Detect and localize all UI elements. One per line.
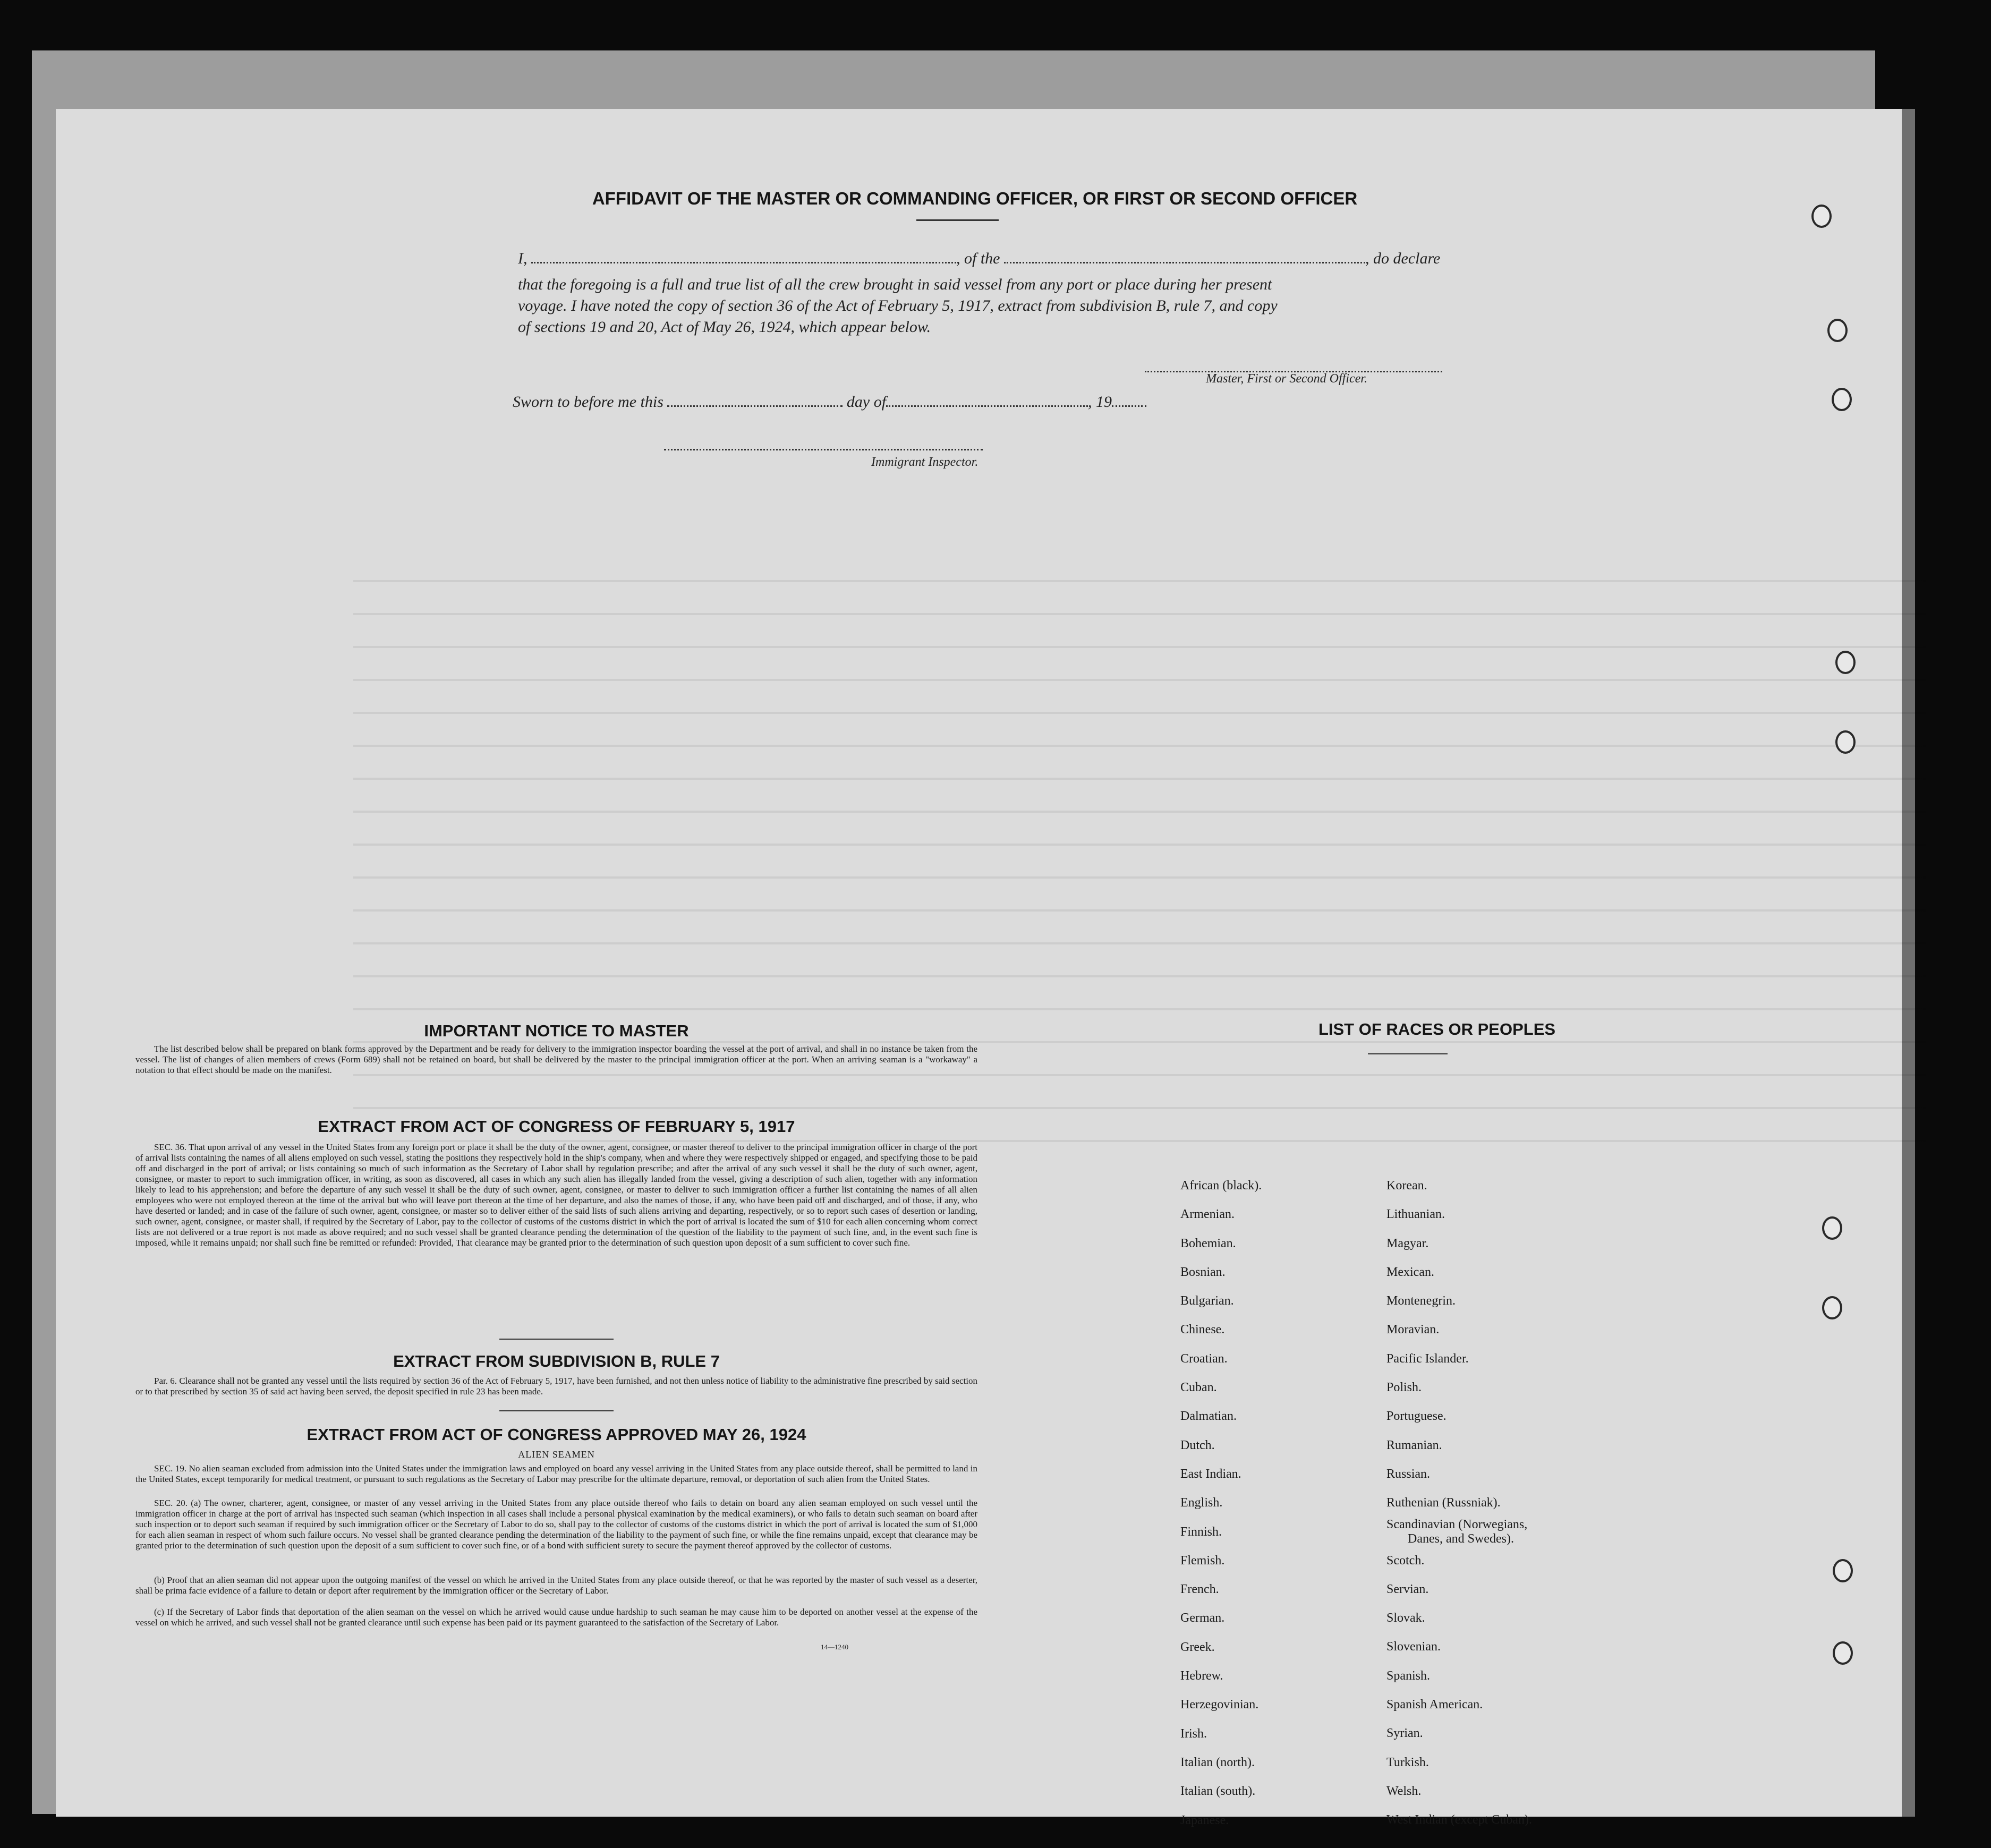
affidavit-line-3: voyage. I have noted the copy of section 36 of the Act of February 5, 1917, extract from subdivision B, rule 7, and copy <box>518 297 1278 314</box>
notice-text: The list described below shall be prepared on blank forms approved by the Department and be ready for delivery to the immigration inspector boarding the vessel at the port of arrival, and shall in no instance be taken from the vessel. The list of changes of alien members of crews (Form 689) shall not be retained on board, but shall be delivered by the master to the principal immigration officer at the port. When an arriving seaman is a "workaway" a notation to that effect should be made on the manifest. <box>135 1044 977 1075</box>
race-item: Mexican. <box>1386 1265 1434 1279</box>
race-item: Spanish. <box>1386 1668 1431 1683</box>
master-signature-field[interactable] <box>1145 356 1442 372</box>
race-item: Danes, and Swedes). <box>1408 1531 1514 1546</box>
affidavit-line-1 <box>518 247 1538 269</box>
race-item: Ruthenian (Russniak). <box>1386 1496 1501 1510</box>
race-item: Servian. <box>1386 1582 1429 1596</box>
race-item: Montenegrin. <box>1386 1294 1456 1308</box>
sworn-day-field[interactable] <box>667 390 843 407</box>
sworn-year-field[interactable] <box>1112 390 1146 407</box>
race-item: Herzegovinian. <box>1180 1698 1259 1712</box>
sec-20c-text: (c) If the Secretary of Labor finds that deportation of the alien seaman on the vessel on which he arrived would cause undue hardship to such seaman he may cause him to be deported on another vessel at the expense of the vessel on which he arrived, and such vessel shall not be granted clearance until such expense has been paid or its payment guaranteed to the satisfaction of the Secretary of Labor. <box>135 1607 977 1628</box>
race-item: Bosnian. <box>1180 1265 1226 1279</box>
race-item: Korean. <box>1386 1179 1427 1193</box>
race-item: East Indian. <box>1180 1467 1241 1481</box>
sec-19-text: SEC. 19. No alien seaman excluded from admission into the United States under the immigration laws and employed on board any vessel arriving in the United States from any place outside thereof, shall be permitted to land in the United States, except temporarily for medical treatment, or pursuant to such regulations as the Secretary of Labor may prescribe for the ultimate departure, removal, or deportation of such alien from the United States. <box>135 1463 977 1484</box>
sworn-month-field[interactable] <box>886 390 1088 407</box>
i-label: I, <box>518 250 527 267</box>
extract-1917-heading: EXTRACT FROM ACT OF CONGRESS OF FEBRUARY 5, 1917 <box>318 1117 795 1136</box>
race-item: West Indian (except Cuban). <box>1386 1813 1532 1827</box>
extract-1917-text: SEC. 36. That upon arrival of any vessel in the United States from any foreign port or place it shall be the duty of the owner, agent, consignee, or master thereof to deliver to the principal immigration officer in charge of the port of arrival lists containing the names of all aliens employed on such vessel, stating the positions they respectively hold in the ship's company, when and where they were respectively shipped or engaged, and specifying those to be paid off and discharged in the port of arrival; or lists containing so much of such information as the Secretary of Labor shall by regulation prescribe; and after the arrival of any such vessel it shall be the duty of such owner, agent, consignee, or master to report to such immigration officer, in writing, as soon as discovered, all cases in which any such alien has illegally landed from the vessel, giving a description of such alien, together with any information likely to lead to his apprehension; and before the departure of any such vessel it shall be the duty of such owner, agent, consignee, or master to deliver to such immigration officer a further list containing the names of all alien employees who were not employed thereon at the time of the arrival but who will leave port thereon at the time of her departure, and also the names of those, if any, who have been paid off and discharged, and of those, if any, who have deserted or landed; and in case of the failure of such owner, agent, consignee, or master so to deliver either of the said lists of such aliens arriving and departing, respectively, or so to report such cases of desertion or landing, such owner, agent, consignee, or master shall, if required by the Secretary of Labor, pay to the collector of customs of the customs district in which the port of arrival is located the sum of $10 for each alien concerning whom correct lists are not delivered or a true report is not made as above required; and no such vessel shall be granted clearance pending the determination of the question of the liability to the payment of such fine, and, in the event such fine is imposed, while it remains unpaid; nor shall such fine be remitted or refunded: Provided, That clearance may be granted prior to the determination of such question upon deposit of a sum sufficient to cover such fine. <box>135 1142 977 1248</box>
race-item: Cuban. <box>1180 1381 1217 1395</box>
race-item: Russian. <box>1386 1467 1431 1481</box>
races-left-column <box>1180 1171 1262 1835</box>
races-right-column <box>1386 1171 1532 1835</box>
race-item: English. <box>1180 1496 1223 1510</box>
race-item: Bulgarian. <box>1180 1294 1234 1308</box>
race-item: Greek. <box>1180 1640 1215 1654</box>
race-item: Flemish. <box>1180 1553 1225 1568</box>
rule-7-heading: EXTRACT FROM SUBDIVISION B, RULE 7 <box>393 1352 720 1370</box>
race-item: Turkish. <box>1386 1755 1429 1769</box>
master-signature-label: Master, First or Second Officer. <box>1206 372 1367 386</box>
sec-20b-text: (b) Proof that an alien seaman did not appear upon the outgoing manifest of the vessel on which he arrived in the United States from any place outside thereof, or that he was reported by the master of such vessel as a deserter, shall be prima facie evidence of a failure to detain or deport after requirement by the immigration officer or the Secretary of Labor. <box>135 1575 977 1596</box>
race-item: Lithuanian. <box>1386 1207 1445 1222</box>
binder-hole <box>1835 651 1856 674</box>
race-item: Moravian. <box>1386 1323 1440 1337</box>
race-item: Magyar. <box>1386 1236 1429 1250</box>
divider <box>1368 1053 1448 1054</box>
day-of-label: day of <box>846 393 887 411</box>
binder-hole <box>1832 388 1852 411</box>
race-item: Italian (south). <box>1180 1784 1256 1799</box>
race-item: Hebrew. <box>1180 1669 1223 1683</box>
master-name-field[interactable] <box>531 247 956 263</box>
race-item: Rumanian. <box>1386 1438 1442 1452</box>
binder-hole <box>1827 319 1848 342</box>
race-item: Bohemian. <box>1180 1236 1236 1250</box>
race-item: Pacific Islander. <box>1386 1351 1469 1366</box>
race-item: Portuguese. <box>1386 1409 1447 1424</box>
notice-heading: IMPORTANT NOTICE TO MASTER <box>424 1021 689 1040</box>
sworn-label: Sworn to before me this <box>513 393 663 411</box>
binder-hole <box>1822 1296 1842 1319</box>
year-label: , 19 <box>1088 393 1112 411</box>
divider <box>499 1339 614 1340</box>
race-item: Polish. <box>1386 1381 1422 1395</box>
race-item: Finnish. <box>1180 1525 1222 1539</box>
race-item: Slovenian. <box>1386 1640 1441 1654</box>
affidavit-heading: AFFIDAVIT OF THE MASTER OR COMMANDING OFFICER, OR FIRST OR SECOND OFFICER <box>592 189 1358 208</box>
race-item: French. <box>1180 1582 1219 1597</box>
race-item: Scotch. <box>1386 1553 1425 1568</box>
sec-20a-text: SEC. 20. (a) The owner, charterer, agent, consignee, or master of any vessel arriving in the United States from any place outside thereof who fails to detain on board any alien seaman employed on such vessel until the immigration officer in charge at the port of arrival has inspected such seaman (which inspection in all cases shall include a personal physical examination by the medical examiners), or who fails to detain such seaman on board after such inspection or to deport such seaman if required by such immigration officer or the Secretary of Labor to do so, shall pay to the collector of customs of the customs district in which the port of arrival is located the sum of $1,000 for each alien seaman in respect of whom such failure occurs. No vessel shall be granted clearance pending the determination of the liability to the payment of such fine, or while the fine remains unpaid, except that clearance may be granted prior to the determination of such question upon the deposit of a sum sufficient to cover such fine, or of a bond with sufficient surety to secure the payment thereof approved by the collector of customs. <box>135 1498 977 1551</box>
inspector-signature-field[interactable] <box>664 434 983 450</box>
race-item: German. <box>1180 1611 1225 1625</box>
do-declare-label: , do declare <box>1365 250 1441 267</box>
form-number: 14—1240 <box>821 1643 848 1651</box>
binder-hole <box>1811 205 1832 228</box>
race-item: Dalmatian. <box>1180 1409 1237 1424</box>
race-item: Syrian. <box>1386 1726 1423 1741</box>
race-item: Scandinavian (Norwegians, <box>1386 1517 1528 1531</box>
alien-seamen-subheading: ALIEN SEAMEN <box>518 1449 595 1460</box>
binder-hole <box>1835 730 1856 754</box>
vessel-name-field[interactable] <box>1004 247 1365 263</box>
race-item: Dutch. <box>1180 1438 1215 1452</box>
race-item: Chinese. <box>1180 1323 1225 1337</box>
race-item: Spanish American. <box>1386 1698 1483 1712</box>
race-item: Croatian. <box>1180 1351 1228 1366</box>
race-item: Japanese. <box>1180 1813 1229 1827</box>
affidavit-line-2: that the foregoing is a full and true list of all the crew brought in said vessel from any port or place during her present <box>518 276 1272 293</box>
affidavit-line-4: of sections 19 and 20, Act of May 26, 1924, which appear below. <box>518 318 931 336</box>
rule-7-text: Par. 6. Clearance shall not be granted any vessel until the lists required by section 36 of the Act of February 5, 1917, have been furnished, and not then unless notice of liability to the administrative fine prescribed by said section or to that prescribed by section 35 of said act having been served, the deposit specified in rule 23 has been made. <box>135 1376 977 1396</box>
divider <box>499 1410 614 1411</box>
races-heading: LIST OF RACES OR PEOPLES <box>1318 1020 1556 1038</box>
race-item: Armenian. <box>1180 1207 1235 1222</box>
extract-1924-heading: EXTRACT FROM ACT OF CONGRESS APPROVED MAY 26, 1924 <box>307 1425 806 1444</box>
of-the-label: , of the <box>956 250 1000 267</box>
race-item: Slovak. <box>1386 1611 1425 1625</box>
binder-hole <box>1833 1641 1853 1665</box>
inspector-label: Immigrant Inspector. <box>871 455 979 469</box>
binder-hole <box>1822 1216 1842 1240</box>
divider <box>916 219 999 221</box>
race-item: African (black). <box>1180 1179 1262 1193</box>
race-item: Irish. <box>1180 1726 1207 1741</box>
binder-hole <box>1833 1559 1853 1582</box>
race-item: Welsh. <box>1386 1784 1422 1798</box>
sworn-line <box>513 390 1533 413</box>
document-page <box>56 109 1902 1827</box>
race-item: Italian (north). <box>1180 1755 1255 1769</box>
